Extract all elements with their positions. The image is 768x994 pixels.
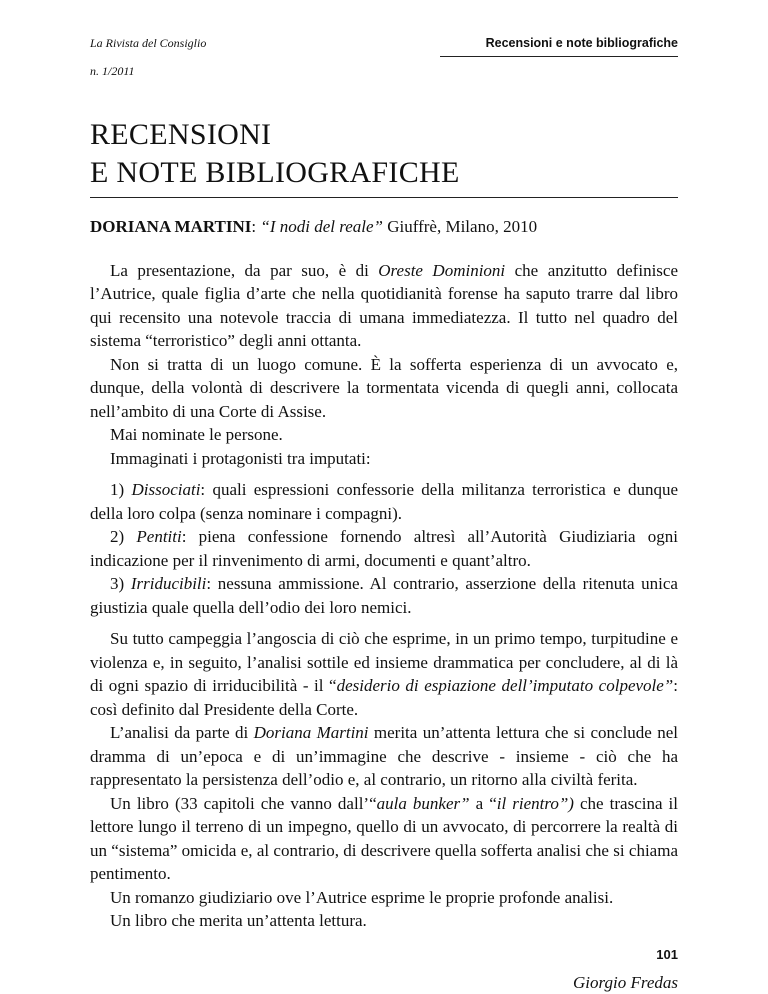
paragraph-3: Mai nominate le persone.: [110, 425, 283, 444]
issue-number: n. 1/2011: [90, 64, 135, 78]
p5-text-a: Su tutto campeggia l’angoscia di ciò che esprime, in un primo tempo, turpitudine e violenza e, in seguito, l’analisi sottile ed insieme drammatica per concludere, al di là di ogni spazio di irriducibilità - il “: [90, 629, 678, 695]
byline-author: DORIANA MARTINI: [90, 217, 252, 236]
paragraph-2: Non si tratta di un luogo comune. È la sofferta esperienza di un avvocato e, dunque, della volontà di descrivere la tormentata vicenda di quegli anni, collocata nell’ambito di una Corte di Assise.: [90, 354, 678, 421]
title-line-2: E NOTE BIBLIOGRAFICHE: [90, 156, 460, 189]
paragraph-7: [90, 792, 678, 886]
paragraph-8: Un romanzo giudiziario ove l’Autrice esprime le proprie profonde analisi.: [110, 887, 614, 907]
byline-colon: :: [251, 217, 261, 236]
p6-name: Doriana Martini: [253, 723, 369, 742]
list-item: [90, 572, 678, 619]
p7-quote-1: aula bunker”: [376, 793, 470, 813]
header-rule: [440, 56, 678, 57]
title-line-1: RECENSIONI: [90, 118, 272, 151]
list-num: 2): [110, 527, 137, 546]
review-body: [90, 215, 678, 994]
p7-text-a: Un libro (33 capitoli che vanno dall’“: [110, 793, 377, 813]
section-label: Recensioni e note bibliografiche: [485, 36, 678, 50]
byline: [90, 215, 678, 239]
list-term: Dissociati: [131, 480, 201, 499]
list-text: : nessuna ammissione. Al contrario, asserzione della ritenuta unica giustizia quale quella dell’odio dei loro nemici.: [90, 574, 678, 617]
p1-text-a: La presentazione, da par suo, è di: [110, 260, 379, 280]
title-rule: [90, 197, 678, 198]
p6-text-a: L’analisi da parte di: [110, 723, 254, 742]
list-num: 3): [110, 574, 131, 593]
paragraph-1: [90, 259, 678, 353]
page-title: [90, 116, 460, 192]
p7-text-b: che trascina il lettore lungo il terreno di un impegno, quello di un avvocato, di percorrere la realtà di un “sistema” omicida e, al contrario, di descrivere quella sofferta analisi che si chiama pentimento.: [90, 793, 678, 883]
p5-text-b: : così definito dal Presidente della Corte.: [90, 676, 678, 719]
list-num: 1): [110, 480, 132, 499]
page-number: 101: [656, 947, 678, 962]
list-term: Irriducibili: [130, 574, 207, 593]
paragraph-5: [90, 627, 678, 721]
paragraph-9: Un libro che merita un’attenta lettura.: [110, 911, 367, 930]
list-item: [90, 478, 678, 525]
p1-name: Oreste Dominioni: [378, 260, 506, 280]
defendant-list: [90, 478, 678, 619]
journal-name: La Rivista del Consiglio: [90, 36, 207, 50]
p6-text-b: merita un’attenta lettura che si conclude nel dramma di un’epoca e di un’immagine che descrive - insieme - ciò che ha rappresentato la persistenza dell’odio e, al contrario, un ritorno alla civiltà ferita.: [90, 723, 678, 789]
list-text: : quali espressioni confessorie della militanza terroristica e dunque della loro colpa (senza nominare i compagni).: [90, 480, 678, 523]
list-item: [90, 525, 678, 572]
paragraph-4: Immaginati i protagonisti tra imputati:: [110, 448, 371, 468]
list-text: : piena confessione fornendo altresì all’Autorità Giudiziaria ogni indicazione per il rinvenimento di armi, documenti e quant’altro.: [90, 527, 678, 570]
paragraph-6: [90, 721, 678, 792]
publisher: Giuffrè, Milano, 2010: [383, 217, 538, 236]
book-title: “I nodi del reale”: [260, 217, 383, 236]
p7-text-mid: a “: [469, 793, 497, 813]
list-term: Pentiti: [136, 527, 182, 546]
p1-text-b: che anzitutto definisce l’Autrice, quale figlia d’arte che nella quotidianità forense ha saputo trarre dal libro qui recensito una notevole traccia di umana immediatezza. Il tutto nel quadro del sistema “terroristico” degli anni ottanta.: [90, 260, 678, 350]
p7-quote-2: il rientro”): [496, 793, 574, 813]
signature: Giorgio Fredas: [573, 972, 678, 992]
p5-quote: desiderio di espiazione dell’imputato colpevole”: [336, 676, 674, 695]
